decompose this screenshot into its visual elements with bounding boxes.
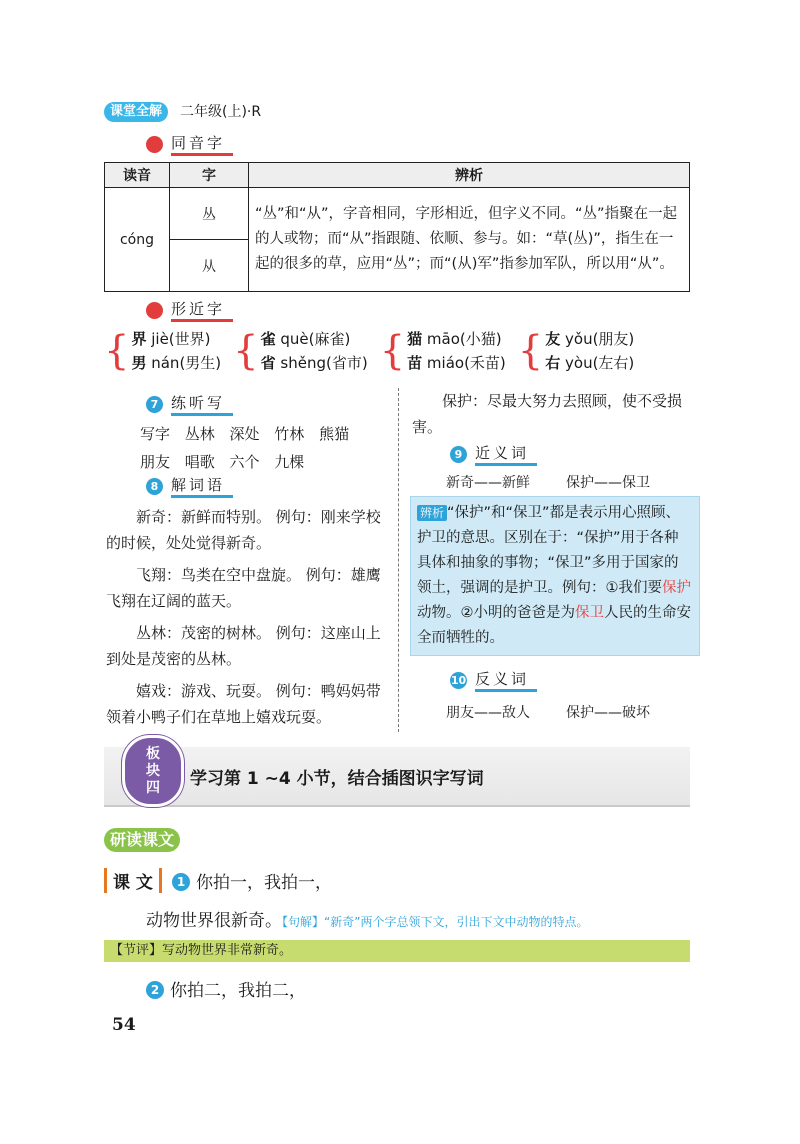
column-divider	[398, 388, 399, 732]
similar-char-line: 界 jiè(世界)	[131, 330, 211, 348]
dictation-row: 写字 丛林 深处 竹林 熊猫	[140, 425, 350, 443]
synonym-pair: 新奇——新鲜	[446, 475, 530, 491]
table-header: 读音	[105, 163, 170, 188]
analysis-text: 动物。②小明的爸爸是为	[417, 605, 575, 621]
section-title: 同音字	[171, 133, 233, 156]
block-title: 学习第 1 ~4 小节，结合插图识字写词	[190, 769, 484, 789]
brace-icon: {	[379, 328, 406, 374]
synonym-list	[446, 472, 650, 492]
table-header: 字	[170, 163, 249, 188]
protect-definition: 保护：尽最大努力去照顾，使不受损害。	[412, 392, 683, 436]
word-explanation: 嬉戏：游戏、玩耍。 例句：鸭妈妈带领着小鸭子们在草地上嬉戏玩耍。	[106, 682, 381, 726]
word-explanation: 新奇：新鲜而特别。 例句：刚来学校的时候，处处觉得新奇。	[106, 508, 381, 552]
char-cell: 从	[170, 240, 249, 292]
similar-char-line: 友 yǒu(朋友)	[545, 330, 635, 348]
highlight-word: 保卫	[575, 605, 604, 621]
book-logo: 课堂全解	[104, 102, 168, 122]
word-explanations	[106, 504, 386, 736]
similar-chars-list	[104, 326, 634, 376]
section-title: 近义词	[475, 443, 537, 466]
section-title: 反义词	[475, 669, 537, 692]
similar-char-pair	[233, 326, 368, 376]
similar-char-pair	[104, 326, 221, 376]
section-synonyms-heading	[450, 442, 537, 466]
synonym-pair: 保护——保卫	[566, 475, 650, 491]
explanation-cell: “丛”和“从”，字音相同，字形相近，但字义不同。“丛”指聚在一起的人或物；而“从”指跟随、依顺、参与。如：“草(丛)”，指生在一起的很多的草，应用“丛”；而“(从)军”指参加军队，所以用“从”。	[249, 188, 690, 292]
table-row	[105, 188, 690, 240]
poem-line: 1 你拍一，我拍一，	[172, 868, 332, 893]
header-grade: 二年级(上)·R	[180, 104, 262, 120]
similar-char-pair	[518, 326, 635, 376]
section-antonyms-heading	[450, 668, 537, 692]
section-number-badge: 9	[450, 446, 467, 463]
similar-char-line: 男 nán(男生)	[131, 354, 222, 372]
section-homophones-heading	[146, 132, 233, 156]
analysis-text: 人民的生命安全而牺牲的。	[417, 605, 691, 646]
section-title: 练听写	[171, 393, 233, 416]
table-header-row	[105, 163, 690, 188]
antonym-pair: 保护——破坏	[566, 705, 650, 721]
word-explanation: 丛林：茂密的树林。 例句：这座山上到处是茂密的丛林。	[106, 624, 381, 668]
dictation-row: 朋友 唱歌 六个 九棵	[140, 453, 305, 471]
section-number-badge: 5	[146, 136, 163, 153]
section-number-badge: 8	[146, 478, 163, 495]
poem-line: 2 你拍二，我拍二，	[146, 976, 306, 1001]
section-dictation-heading	[146, 392, 233, 416]
block-number-badge: 板 块 四	[122, 735, 184, 807]
brace-icon: {	[517, 328, 544, 374]
highlight-word: 保护	[662, 580, 691, 596]
lesson-tag: 课 文	[104, 868, 162, 893]
homophone-table	[104, 162, 690, 292]
note-tag: 【句解】	[282, 915, 325, 929]
similar-char-line: 雀 què(麻雀)	[260, 330, 351, 348]
section-similar-chars-heading	[146, 298, 233, 322]
analysis-text: “保护”和“保卫”都是表示用心照顾、护卫的意思。区别在于：“保护”用于各种具体和抽象的事物；“保卫”多用于国家的领土，强调的是护卫。例句：①我们要	[417, 505, 681, 596]
char-cell: 丛	[170, 188, 249, 240]
section-word-explanation-heading	[146, 474, 233, 498]
pinyin-cell: cóng	[105, 188, 170, 292]
section-title: 解词语	[171, 475, 233, 498]
similar-char-line: 右 yòu(左右)	[545, 354, 635, 372]
similar-char-line: 省 shěng(省市)	[260, 354, 368, 372]
brace-icon: {	[233, 328, 259, 374]
note-text: “新奇”两个字总领下文，引出下文中动物的特点。	[324, 915, 589, 929]
analysis-box	[410, 496, 700, 656]
similar-char-pair	[380, 326, 506, 376]
section-number-badge: 6	[146, 302, 163, 319]
verse-number-badge: 2	[146, 981, 164, 999]
word-explanation: 飞翔：鸟类在空中盘旋。 例句：雄鹰飞翔在辽阔的蓝天。	[106, 566, 381, 610]
brace-icon: {	[104, 328, 130, 374]
antonym-list	[446, 702, 650, 722]
poem-line-with-note	[146, 906, 588, 931]
section-number-badge: 10	[450, 673, 467, 687]
similar-char-line: 苗 miáo(禾苗)	[407, 354, 506, 372]
section-comment: 【节评】写动物世界非常新奇。	[104, 940, 690, 962]
study-label: 研读课文	[104, 828, 180, 852]
verse-number-badge: 1	[172, 873, 190, 891]
dictation-words	[140, 420, 349, 476]
table-header: 辨析	[249, 163, 690, 188]
similar-char-line: 猫 māo(小猫)	[407, 330, 502, 348]
section-title: 形近字	[171, 299, 233, 322]
analysis-tag: 辨析	[417, 505, 447, 521]
page-number: 54	[112, 1015, 136, 1035]
antonym-pair: 朋友——敌人	[446, 705, 530, 721]
section-number-badge: 7	[146, 396, 163, 413]
poem-line: 动物世界很新奇。	[146, 911, 282, 931]
